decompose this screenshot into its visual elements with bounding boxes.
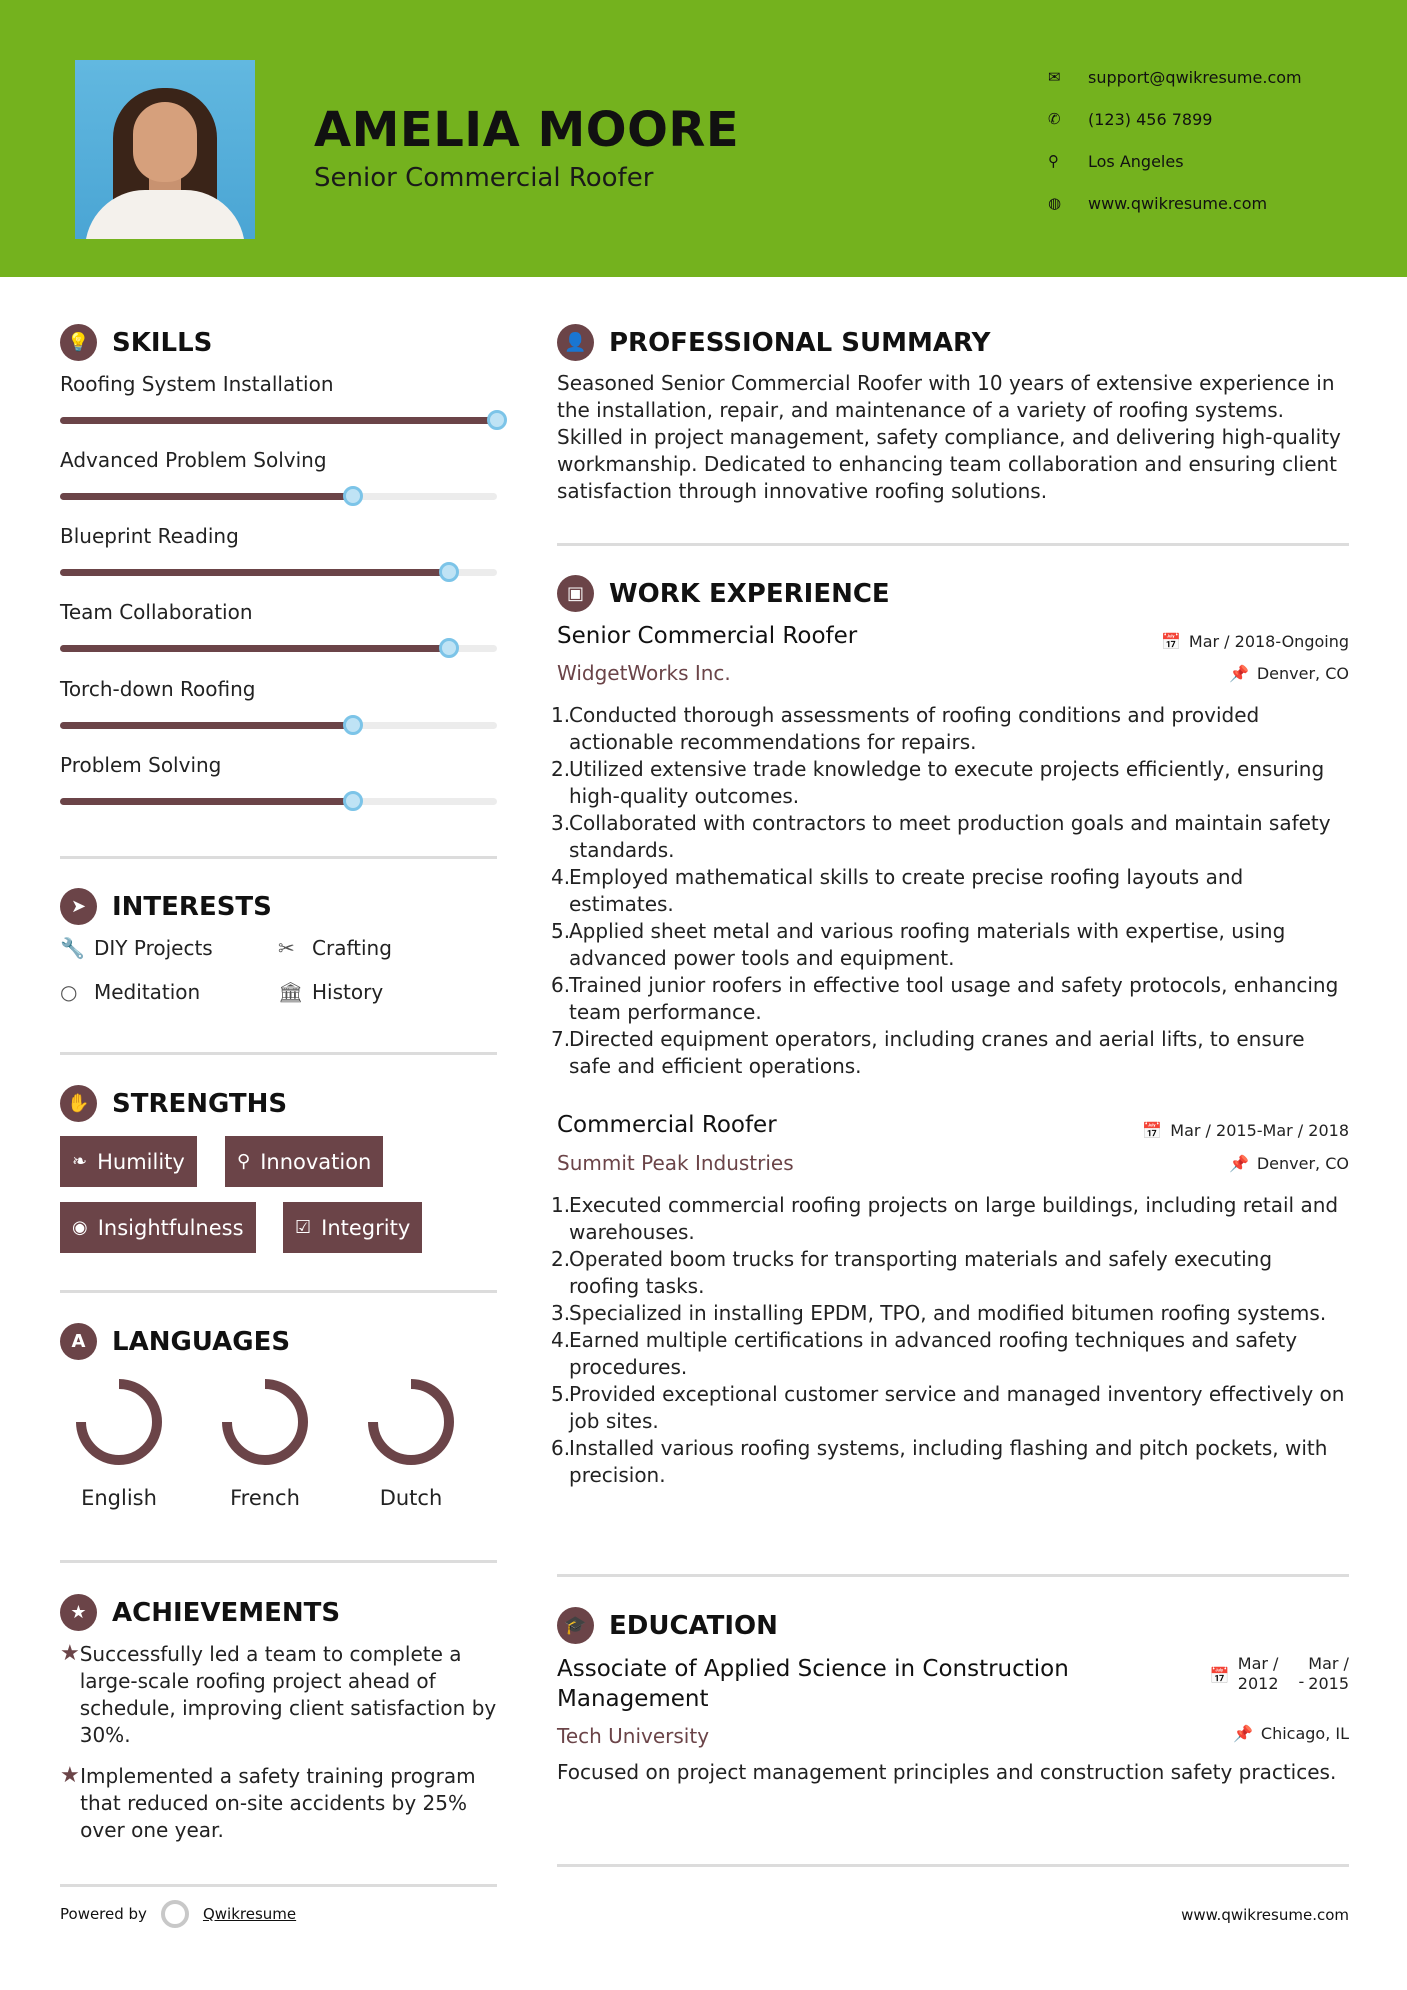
hand-icon: ✋: [60, 1085, 97, 1122]
summary-heading: 👤 PROFESSIONAL SUMMARY: [557, 324, 990, 361]
list-item: 1. Conducted thorough assessments of roofing conditions and provided actionable recommendations for repairs.: [551, 703, 1260, 754]
job-dates: 📅 Mar / 2015-Mar / 2018: [1142, 1121, 1349, 1140]
list-item: 4. Employed mathematical skills to create precise roofing layouts and estimates.: [551, 865, 1244, 916]
skill-bar: [60, 417, 497, 424]
language-label: French: [230, 1486, 300, 1510]
contact-email[interactable]: ✉ support@qwikresume.com: [1048, 67, 1302, 87]
job-duties: [551, 1192, 1347, 1489]
section-divider: [557, 1574, 1349, 1577]
skill-knob: [343, 715, 363, 735]
contact-location: ⚲ Los Angeles: [1048, 151, 1184, 171]
list-item: 6. Installed various roofing systems, including flashing and pitch pockets, with precision.: [551, 1436, 1328, 1487]
pushpin-icon: 📌: [1228, 1154, 1249, 1173]
job-company: WidgetWorks Inc.: [557, 661, 731, 685]
star-icon: ★: [60, 1641, 80, 1666]
check-square-icon: ☑: [295, 1217, 312, 1238]
job-duties: [551, 702, 1347, 1080]
skill-label: Advanced Problem Solving: [60, 448, 327, 472]
skill-bar: [60, 569, 497, 576]
list-item: 2. Utilized extensive trade knowledge to execute projects efficiently, ensuring high-quality outcomes.: [551, 757, 1325, 808]
language-icon: A: [60, 1323, 97, 1360]
list-item: 6. Trained junior roofers in effective tool usage and safety protocols, enhancing team performance.: [551, 973, 1339, 1024]
candidate-name: AMELIA MOORE: [314, 102, 740, 158]
degree-title: Associate of Applied Science in Construction Management: [557, 1656, 1069, 1712]
interest-item: ○ Meditation: [60, 980, 201, 1004]
map-pin-icon: ⚲: [1048, 152, 1059, 170]
language-item: [361, 1376, 461, 1510]
skill-knob: [439, 562, 459, 582]
list-item: 7. Directed equipment operators, including cranes and aerial lifts, to ensure safe and efficient operations.: [551, 1027, 1305, 1078]
strength-tag: ☑ Integrity: [283, 1202, 422, 1253]
section-divider: [60, 1560, 497, 1563]
job-title: Commercial Roofer: [557, 1112, 777, 1138]
star-icon: ★: [60, 1594, 97, 1631]
scissors-icon: ✂: [278, 936, 295, 960]
contact-phone[interactable]: ✆ (123) 456 7899: [1048, 109, 1213, 129]
language-label: English: [81, 1486, 157, 1510]
profile-photo: [75, 60, 255, 239]
job-company: Summit Peak Industries: [557, 1151, 794, 1175]
skill-bar: [60, 645, 497, 652]
lightbulb-icon: ⚲: [237, 1151, 251, 1172]
section-divider: [60, 1052, 497, 1055]
skill-bar: [60, 722, 497, 729]
achievement-item: ★ Implemented a safety training program that reduced on-site accidents by 25% over one year.: [60, 1763, 476, 1842]
skills-heading: 💡 SKILLS: [60, 324, 212, 361]
qwikresume-logo: [161, 1900, 189, 1928]
interest-item: 🔧 DIY Projects: [60, 936, 213, 960]
strength-tag: ⚲ Innovation: [225, 1136, 383, 1187]
language-item: [215, 1376, 315, 1510]
language-level-ring: [219, 1376, 311, 1468]
paper-plane-icon: ➤: [60, 888, 97, 925]
skill-knob: [439, 638, 459, 658]
footer-website[interactable]: www.qwikresume.com: [1181, 1906, 1349, 1924]
eye-icon: ◉: [72, 1217, 88, 1238]
education-dates: 📅 Mar / 2012 - Mar / 2015: [1209, 1654, 1349, 1693]
candidate-title: Senior Commercial Roofer: [314, 163, 654, 193]
calendar-icon: 📅: [1142, 1121, 1163, 1140]
achievement-item: ★ Successfully led a team to complete a large-scale roofing project ahead of schedule, improving client satisfaction by 30%.: [60, 1641, 497, 1747]
experience-heading: ▣ WORK EXPERIENCE: [557, 575, 890, 612]
language-level-ring: [73, 1376, 165, 1468]
section-divider: [60, 1884, 497, 1887]
strength-tag: ❧ Humility: [60, 1136, 197, 1187]
skill-label: Roofing System Installation: [60, 372, 334, 396]
lightbulb-icon: 💡: [60, 324, 97, 361]
languages-heading: A LANGUAGES: [60, 1323, 290, 1360]
star-icon: ★: [60, 1763, 80, 1788]
language-level-ring: [365, 1376, 457, 1468]
skill-label: Team Collaboration: [60, 600, 253, 624]
briefcase-icon: ▣: [557, 575, 594, 612]
circle-icon: ○: [60, 980, 78, 1004]
contact-website[interactable]: ◍ www.qwikresume.com: [1048, 193, 1268, 213]
graduate-icon: 🎓: [557, 1607, 594, 1644]
section-divider: [557, 1864, 1349, 1867]
education-location: 📌 Chicago, IL: [1232, 1724, 1349, 1743]
footer-powered-by: Powered by Qwikresume: [60, 1900, 296, 1928]
education-heading: 🎓 EDUCATION: [557, 1607, 778, 1644]
skill-knob: [343, 791, 363, 811]
list-item: 3. Collaborated with contractors to meet production goals and maintain safety standards.: [551, 811, 1331, 862]
skill-knob: [487, 410, 507, 430]
skill-label: Problem Solving: [60, 753, 222, 777]
skill-bar: [60, 493, 497, 500]
brand-link[interactable]: Qwikresume: [202, 1905, 297, 1923]
list-item: 3. Specialized in installing EPDM, TPO, and modified bitumen roofing systems.: [551, 1301, 1327, 1325]
skill-label: Blueprint Reading: [60, 524, 239, 548]
interest-item: 🏛 History: [278, 980, 384, 1004]
strength-tag: ◉ Insightfulness: [60, 1202, 256, 1253]
user-icon: 👤: [557, 324, 594, 361]
list-item: 5. Provided exceptional customer service and managed inventory effectively on job sites.: [551, 1382, 1345, 1433]
interests-heading: ➤ INTERESTS: [60, 888, 272, 925]
section-divider: [557, 543, 1349, 546]
school-name: Tech University: [557, 1724, 710, 1748]
language-label: Dutch: [379, 1486, 443, 1510]
pushpin-icon: 📌: [1228, 664, 1249, 683]
list-item: 1. Executed commercial roofing projects on large buildings, including retail and warehouses.: [551, 1193, 1339, 1244]
resume-header: [0, 0, 1407, 277]
summary-text: Seasoned Senior Commercial Roofer with 10 years of extensive experience in the installation, repair, and maintenance of a variety of roofing systems. Skilled in project management, safety compliance, and delivering high-quality workmanship. Dedicated to enhancing team collaboration and ensuring client satisfaction through innovative roofing solutions.: [557, 371, 1341, 503]
job-location: 📌 Denver, CO: [1228, 664, 1349, 683]
language-item: [69, 1376, 169, 1510]
skill-bar: [60, 798, 497, 805]
job-dates: 📅 Mar / 2018-Ongoing: [1160, 632, 1349, 651]
list-item: 5. Applied sheet metal and various roofing materials with expertise, using advanced power tools and equipment.: [551, 919, 1286, 970]
phone-icon: ✆: [1048, 110, 1061, 128]
education-description: Focused on project management principles and construction safety practices.: [557, 1760, 1337, 1784]
contact-list: [1048, 56, 1302, 224]
job-title: Senior Commercial Roofer: [557, 623, 858, 649]
list-item: 4. Earned multiple certifications in advanced roofing techniques and safety procedures.: [551, 1328, 1298, 1379]
wrench-icon: 🔧: [60, 936, 85, 960]
achievements-heading: ★ ACHIEVEMENTS: [60, 1594, 340, 1631]
section-divider: [60, 1290, 497, 1293]
institution-icon: 🏛: [278, 980, 304, 1004]
globe-icon: ◍: [1048, 194, 1062, 212]
envelope-icon: ✉: [1048, 68, 1061, 86]
calendar-icon: 📅: [1160, 632, 1181, 651]
job-location: 📌 Denver, CO: [1228, 1154, 1349, 1173]
pushpin-icon: 📌: [1232, 1724, 1253, 1743]
skill-label: Torch-down Roofing: [60, 677, 256, 701]
interest-item: ✂ Crafting: [278, 936, 392, 960]
section-divider: [60, 856, 497, 859]
calendar-icon: 📅: [1209, 1666, 1230, 1685]
strengths-heading: ✋ STRENGTHS: [60, 1085, 287, 1122]
list-item: 2. Operated boom trucks for transporting materials and safely executing roofing tasks.: [551, 1247, 1273, 1298]
leaf-icon: ❧: [72, 1151, 88, 1172]
skill-knob: [343, 486, 363, 506]
